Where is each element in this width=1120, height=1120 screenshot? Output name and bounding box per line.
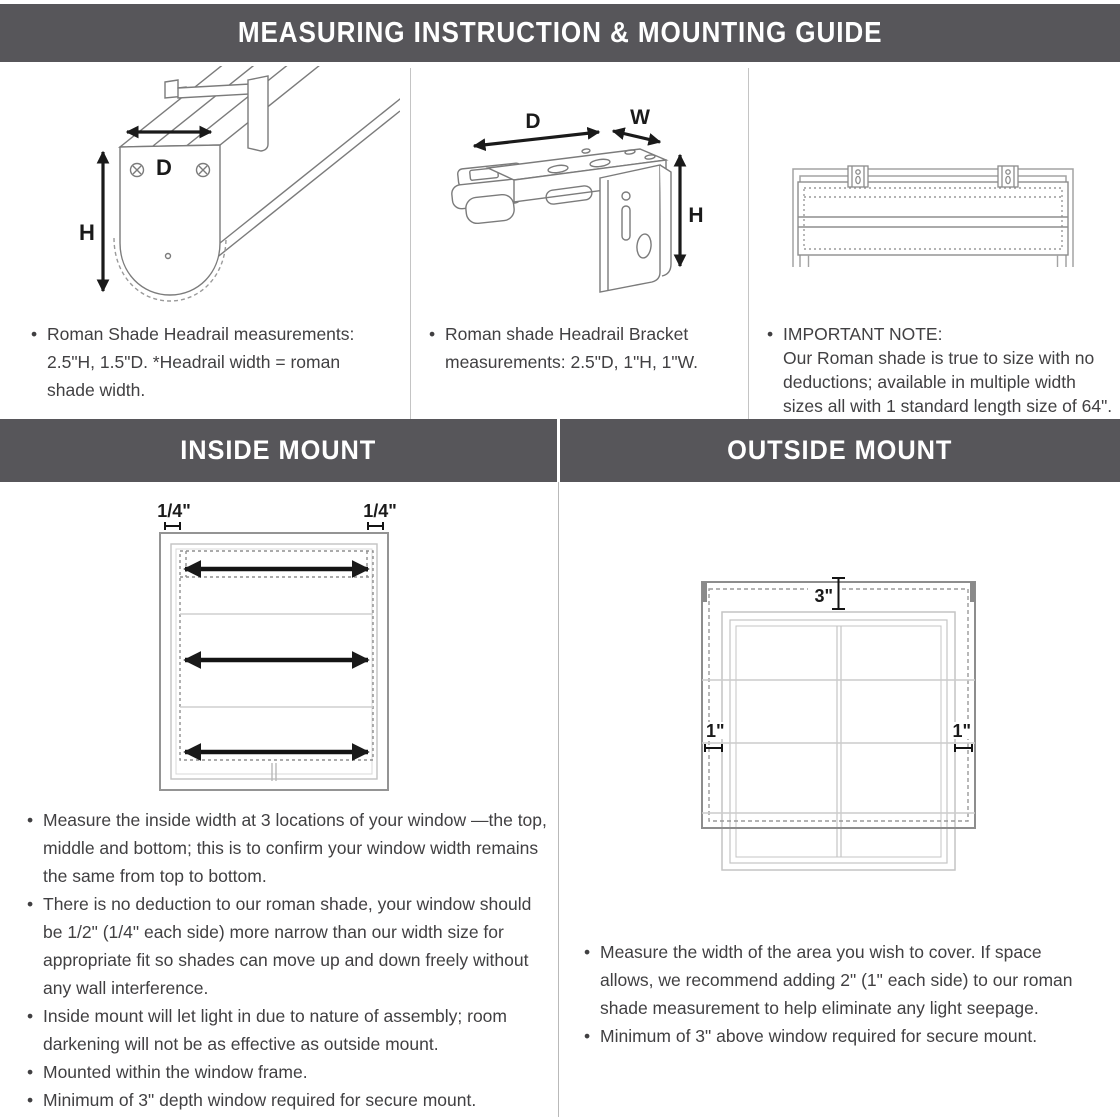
headrail-drawing [114,66,400,301]
screw-icon [197,164,210,177]
inside-mount-note: • Measure the inside width at 3 locations of your window —the top, middle and bottom; this is to confirm your window width remains the same from top to bottom. [26,806,551,890]
inside-mount-notes [26,806,551,1114]
outside-mount-note: • Measure the width of the area you wish to cover. If space allows, we recommend adding 2" (1" each side) to our roman shade measurement to help eliminate any light seepage. [583,938,1080,1022]
inside-mount-note: • Minimum of 3" depth window required for secure mount. [26,1086,551,1114]
outside-mount-window-diagram [680,570,990,882]
right-gap-label: 1/4" [363,501,397,521]
mounting-bracket-icon [848,166,868,187]
corner-bracket-icon [970,582,975,602]
height-label: H [688,204,704,227]
bracket-note [428,320,755,376]
important-note [766,322,1120,418]
mount-section-divider [558,482,559,1117]
height-label: H [79,220,95,245]
outside-mount-notes [583,938,1080,1050]
depth-label: D [156,155,172,180]
page-header [0,4,1120,62]
bracket-note-text: • Roman shade Headrail Bracket measurements: 2.5"D, 1"H, 1"W. [428,320,755,376]
bracket-drawing [451,148,671,292]
mounting-bracket-icon [998,166,1018,187]
inside-mount-window-diagram [140,497,402,799]
inside-mount-note: • Mounted within the window frame. [26,1058,551,1086]
mounted-shade-diagram [775,132,1105,282]
shade-outline [702,582,975,828]
page-title: MEASURING INSTRUCTION & MOUNTING GUIDE [237,16,883,49]
width-label: W [630,106,650,129]
measure-ticks [703,578,974,752]
left-gap-tick [705,744,722,752]
headrail-note [30,320,377,404]
column-divider-left [410,68,411,419]
outside-mount-header [560,419,1120,482]
shade-outline [180,551,373,781]
width-measure-arrows [185,569,368,752]
screw-icon [131,164,144,177]
headrail-diagram [55,66,400,316]
gap-ticks [165,522,383,530]
depth-label: D [525,110,541,133]
right-gap-tick [955,744,972,752]
important-note-body: Our Roman shade is true to size with no deductions; available in multiple width sizes all with 1 standard length size of 64". [783,348,1113,416]
outside-mount-title: OUTSIDE MOUNT [727,435,953,465]
headrail-front [798,182,1068,267]
inside-mount-note: • Inside mount will let light in due to nature of assembly; room darkening will not be as effective as outside mount. [26,1002,551,1058]
inside-mount-note: • There is no deduction to our roman shade, your window should be 1/2" (1/4" each side) more narrow than our width size for appropriate fit so shades can move up and down freely without any wall interference. [26,890,551,1002]
important-note-title: • IMPORTANT NOTE: [766,322,1120,346]
width-arrow [613,131,660,142]
corner-bracket-icon [702,582,707,602]
window-frame [722,612,955,870]
depth-arrow [474,132,599,146]
inside-mount-title: INSIDE MOUNT [180,435,377,465]
top-gap-label: 3" [814,586,833,606]
outside-mount-note: • Minimum of 3" above window required for secure mount. [583,1022,1080,1050]
inside-mount-header [0,419,557,482]
left-gap-label: 1" [706,721,725,741]
right-gap-label: 1" [952,721,971,741]
left-gap-label: 1/4" [157,501,191,521]
headrail-note-text: • Roman Shade Headrail measurements: 2.5"H, 1.5"D. *Headrail width = roman shade width. [30,320,377,404]
bracket-diagram [430,85,730,305]
